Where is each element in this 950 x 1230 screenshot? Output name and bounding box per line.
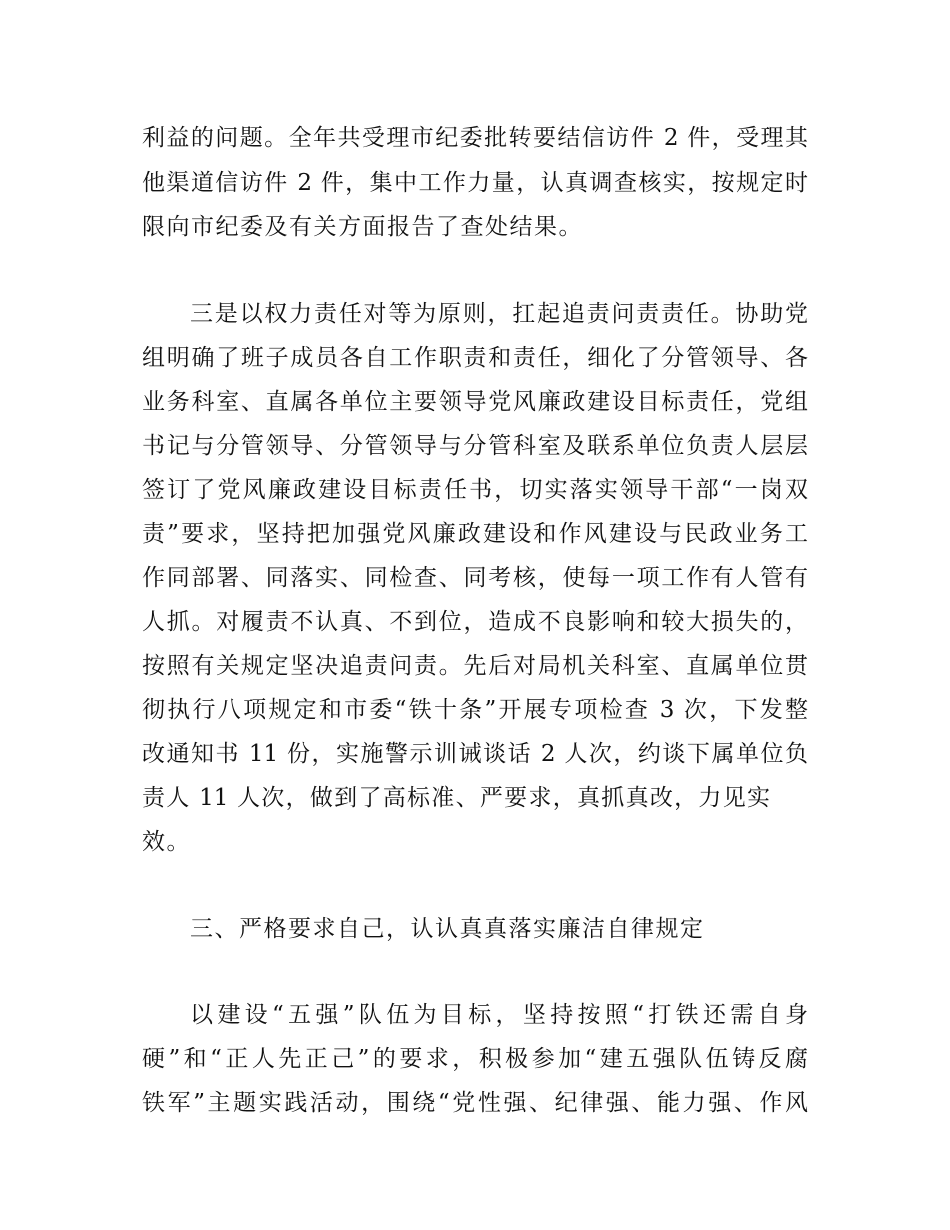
paragraph-2-line-12: 责人 11 人次，做到了高标准、严要求，真抓真改，力见实: [142, 785, 770, 811]
paragraph-1-line-3: 限向市纪委及有关方面报告了查处结果。: [142, 214, 583, 240]
paragraph-2-line-3: 业务科室、直属各单位主要领导党风廉政建设目标责任，党组: [142, 389, 808, 415]
paragraph-3-line-1: 以建设“五强”队伍为目标，坚持按照“打铁还需自身: [190, 1002, 808, 1028]
paragraph-1-line-1: 利益的问题。全年共受理市纪委批转要结信访件 2 件，受理其: [142, 125, 808, 151]
paragraph-2-line-2: 组明确了班子成员各自工作职责和责任，细化了分管领导、各: [142, 345, 808, 371]
paragraph-2-line-4: 书记与分管领导、分管领导与分管科室及联系单位负责人层层: [142, 433, 808, 459]
paragraph-2-line-11: 改通知书 11 份，实施警示训诫谈话 2 人次，约谈下属单位负: [142, 741, 808, 767]
paragraph-2-line-9: 按照有关规定坚决追责问责。先后对局机关科室、直属单位贯: [142, 653, 808, 679]
paragraph-3-line-2: 硬”和“正人先正己”的要求，积极参加“建五强队伍铸反腐: [142, 1046, 808, 1072]
paragraph-1-line-2: 他渠道信访件 2 件，集中工作力量，认真调查核实，按规定时: [142, 170, 808, 196]
paragraph-2-line-10: 彻执行八项规定和市委“铁十条”开展专项检查 3 次，下发整: [142, 697, 808, 723]
paragraph-2-line-1: 三是以权力责任对等为原则，扛起追责问责责任。协助党: [190, 301, 808, 327]
paragraph-2-line-8: 人抓。对履责不认真、不到位，造成不良影响和较大损失的，: [142, 609, 808, 635]
paragraph-2-line-5: 签订了党风廉政建设目标责任书，切实落实领导干部“一岗双: [142, 477, 808, 503]
paragraph-2-line-6: 责”要求，坚持把加强党风廉政建设和作风建设与民政业务工: [142, 521, 808, 547]
paragraph-3-line-3: 铁军”主题实践活动，围绕“党性强、纪律强、能力强、作风: [142, 1090, 808, 1116]
paragraph-2-line-13: 效。: [142, 829, 191, 855]
section-heading: 三、严格要求自己，认认真真落实廉洁自律规定: [190, 916, 705, 942]
paragraph-2-line-7: 作同部署、同落实、同检查、同考核，使每一项工作有人管有: [142, 565, 808, 591]
